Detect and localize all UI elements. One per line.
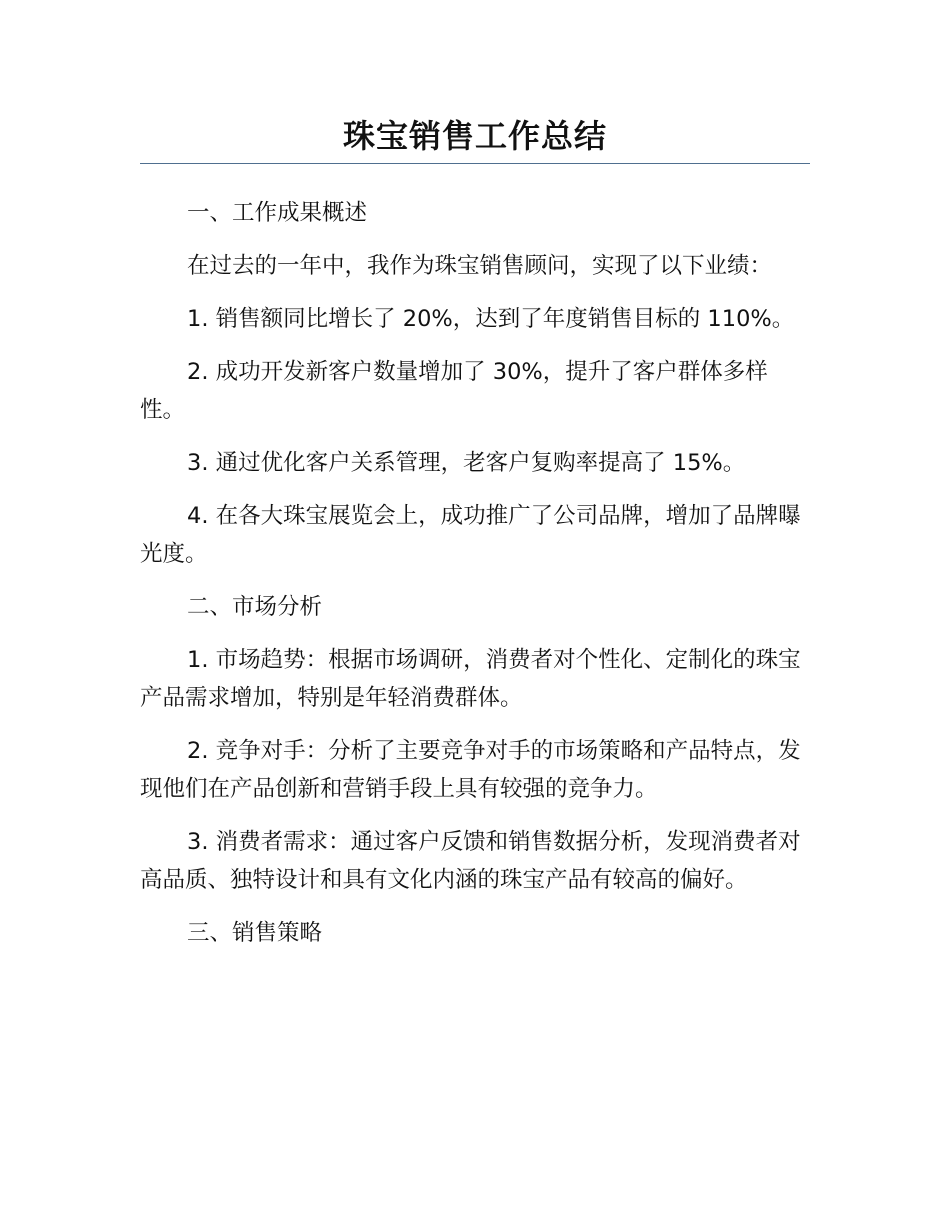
page-title: 珠宝销售工作总结 [342,117,607,155]
list-item-sales-growth: 1. 销售额同比增长了 20%，达到了年度销售目标的 110%。 [187,306,795,332]
list-item-new-customers: 2. 成功开发新客户数量增加了 30%，提升了客户群体多样性。 [140,359,768,423]
section-heading-sales-strategy: 三、销售策略 [187,920,323,946]
paragraph-intro: 在过去的一年中，我作为珠宝销售顾问，实现了以下业绩： [187,253,773,279]
title-underline [140,163,810,164]
list-item-consumer-needs: 3. 消费者需求：通过客户反馈和销售数据分析，发现消费者对高品质、独特设计和具有文化内涵的珠宝产品有较高的偏好。 [140,829,801,893]
list-item-competitors: 2. 竞争对手：分析了主要竞争对手的市场策略和产品特点，发现他们在产品创新和营销手段上具有较强的竞争力。 [140,738,801,802]
document-body [140,194,812,967]
list-item-market-trends: 1. 市场趋势：根据市场调研，消费者对个性化、定制化的珠宝产品需求增加，特别是年轻消费群体。 [140,647,801,711]
list-item-brand-exposure: 4. 在各大珠宝展览会上，成功推广了公司品牌，增加了品牌曝光度。 [140,503,801,567]
list-item-repurchase-rate: 3. 通过优化客户关系管理，老客户复购率提高了 15%。 [187,450,746,476]
section-heading-market-analysis: 二、市场分析 [187,594,323,620]
section-heading-achievements: 一、工作成果概述 [187,200,368,226]
